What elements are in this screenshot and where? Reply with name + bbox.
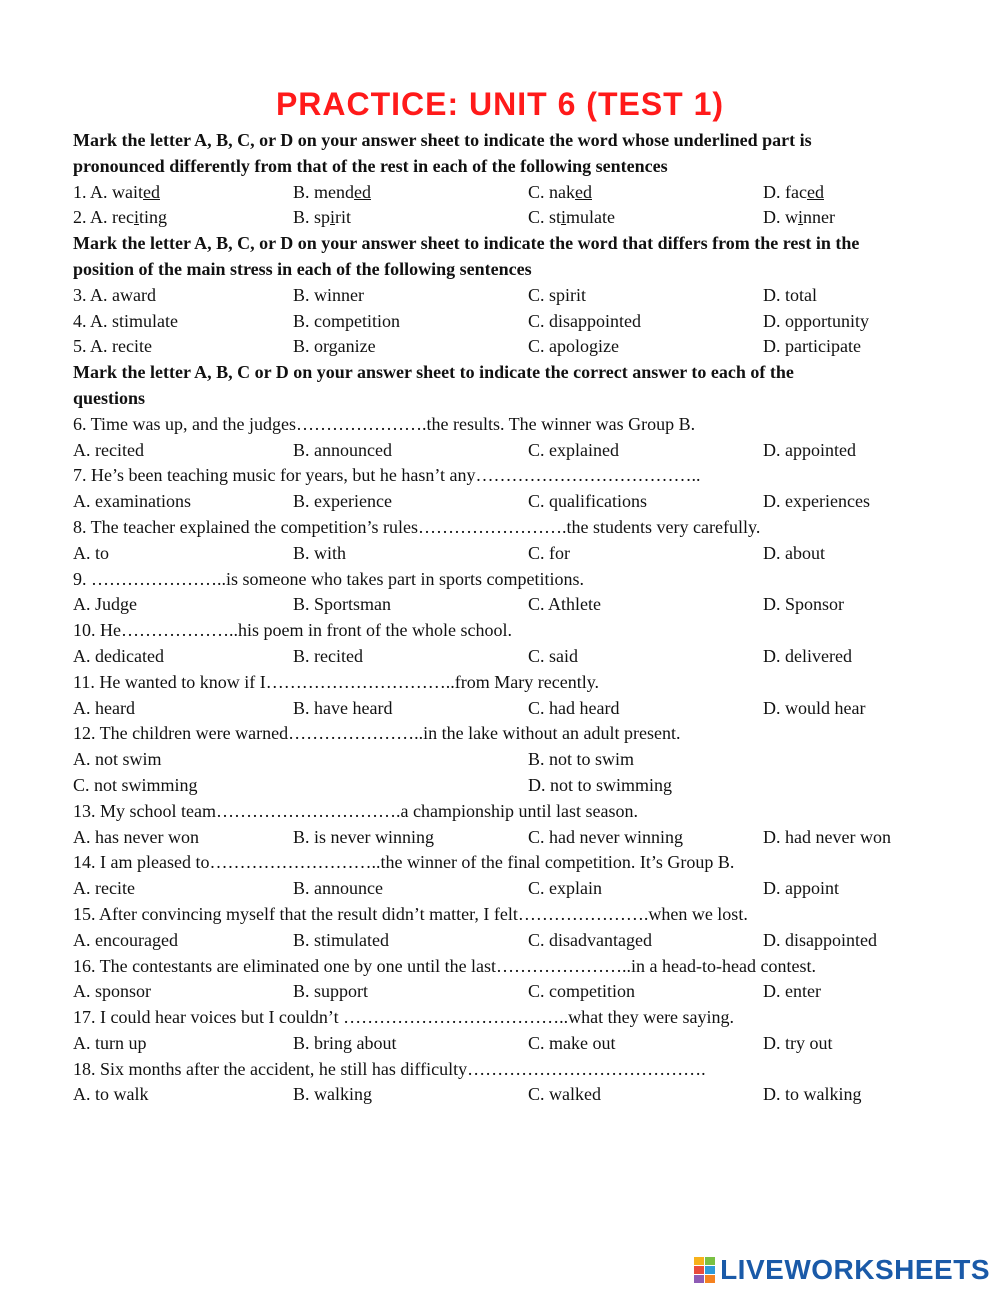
q18-option-b[interactable]: B. walking [293,1084,372,1105]
q9-option-d[interactable]: D. Sponsor [763,594,845,615]
q14-option-c[interactable]: C. explain [528,878,602,899]
q9-option-a[interactable]: A. Judge [73,594,137,615]
brand-name: LIVEWORKSHEETS [720,1254,990,1285]
question-18-options [73,1082,953,1108]
q15-option-a[interactable]: A. encouraged [73,929,178,950]
question-2-options [73,205,953,231]
q12-stem: 12. The children were warned…………………..in the lake without an adult present. [73,723,681,744]
q12-option-c[interactable]: C. not swimming [73,774,198,795]
question-8-options [73,541,953,567]
q13-option-c[interactable]: C. had never winning [528,826,683,847]
liveworksheets-logo [694,1253,990,1287]
q18-option-d[interactable]: D. to walking [763,1084,862,1105]
q13-stem: 13. My school team………………………….a championship until last season. [73,800,638,821]
q16-option-c[interactable]: C. competition [528,981,635,1002]
q17-stem: 17. I could hear voices but I couldn’t ………………………………..what they were saying. [73,1007,735,1028]
q9-option-c[interactable]: C. Athlete [528,594,601,615]
question-16-options [73,979,953,1005]
q16-stem: 16. The contestants are eliminated one by one until the last…………………..in a head-to-head contest. [73,955,816,976]
question-1-options [73,180,953,206]
q14-option-b[interactable]: B. announce [293,878,383,899]
question-12-options-row2 [73,773,953,799]
q5-option-b[interactable]: B. organize [293,336,376,357]
q2-option-b[interactable]: B. spirit [293,207,352,228]
q8-stem: 8. The teacher explained the competition’s rules…………………….the students very carefully. [73,516,761,537]
q17-option-a[interactable]: A. turn up [73,1032,147,1053]
q6-option-d[interactable]: D. appointed [763,439,856,460]
q17-option-b[interactable]: B. bring about [293,1032,397,1053]
q10-option-c[interactable]: C. said [528,645,579,666]
question-17-options [73,1031,953,1057]
q8-option-c[interactable]: C. for [528,542,570,563]
q1-option-d[interactable]: D. faced [763,181,824,202]
q18-stem: 18. Six months after the accident, he still has difficulty…………………………………. [73,1058,706,1079]
instruction-pronunciation-line2: pronounced differently from that of the rest in each of the following sentences [73,155,668,176]
question-13-options [73,825,953,851]
q14-stem: 14. I am pleased to………………………..the winner of the final competition. It’s Group B. [73,852,735,873]
q18-option-c[interactable]: C. walked [528,1084,601,1105]
q4-option-d[interactable]: D. opportunity [763,310,869,331]
q6-stem: 6. Time was up, and the judges………………….the results. The winner was Group B. [73,413,696,434]
instruction-answer-line1: Mark the letter A, B, C or D on your answer sheet to indicate the correct answer to each of the [73,362,794,383]
question-11-options [73,696,953,722]
q8-option-b[interactable]: B. with [293,542,347,563]
q12-option-d[interactable]: D. not to swimming [528,774,673,795]
instruction-stress-line1: Mark the letter A, B, C, or D on your answer sheet to indicate the word that differs from the rest in the [73,233,860,254]
q17-option-d[interactable]: D. try out [763,1032,833,1053]
q5-option-d[interactable]: D. participate [763,336,861,357]
q16-option-a[interactable]: A. sponsor [73,981,152,1002]
q15-option-d[interactable]: D. disappointed [763,929,877,950]
q2-option-d[interactable]: D. winner [763,207,835,228]
q14-option-a[interactable]: A. recite [73,878,135,899]
q16-option-d[interactable]: D. enter [763,981,821,1002]
question-4-options [73,309,953,335]
q6-option-a[interactable]: A. recited [73,439,144,460]
q11-option-b[interactable]: B. have heard [293,697,393,718]
q11-option-c[interactable]: C. had heard [528,697,620,718]
question-6-options [73,438,953,464]
q12-option-b[interactable]: B. not to swim [528,749,635,770]
q1-option-b[interactable]: B. mended [293,181,371,202]
q11-option-a[interactable]: A. heard [73,697,135,718]
q15-stem: 15. After convincing myself that the result didn’t matter, I felt………………….when we lost. [73,903,748,924]
q6-option-c[interactable]: C. explained [528,439,619,460]
q7-option-a[interactable]: A. examinations [73,491,191,512]
question-15-options [73,928,953,954]
q7-stem: 7. He’s been teaching music for years, but he hasn’t any……………………………….. [73,465,701,486]
q10-stem: 10. He………………..his poem in front of the whole school. [73,620,512,641]
q4-option-c[interactable]: C. disappointed [528,310,641,331]
q8-option-a[interactable]: A. to [73,542,109,563]
q10-option-d[interactable]: D. delivered [763,645,852,666]
q7-option-b[interactable]: B. experience [293,491,392,512]
q8-option-d[interactable]: D. about [763,542,825,563]
instruction-answer-line2: questions [73,387,146,408]
q1-option-a[interactable]: 1. A. waited [73,181,160,202]
q13-option-b[interactable]: B. is never winning [293,826,434,847]
q4-option-b[interactable]: B. competition [293,310,400,331]
q10-option-a[interactable]: A. dedicated [73,645,164,666]
q3-option-b[interactable]: B. winner [293,284,364,305]
q18-option-a[interactable]: A. to walk [73,1084,149,1105]
question-3-options [73,283,953,309]
q11-option-d[interactable]: D. would hear [763,697,866,718]
q7-option-d[interactable]: D. experiences [763,491,870,512]
q16-option-b[interactable]: B. support [293,981,369,1002]
q6-option-b[interactable]: B. announced [293,439,392,460]
q10-option-b[interactable]: B. recited [293,645,363,666]
worksheet-body [73,128,953,1108]
question-10-options [73,644,953,670]
q9-option-b[interactable]: B. Sportsman [293,594,392,615]
question-7-options [73,489,953,515]
q2-option-a[interactable]: 2. A. reciting [73,207,168,228]
q11-stem: 11. He wanted to know if I…………………………..from Mary recently. [73,671,600,692]
q13-option-d[interactable]: D. had never won [763,826,891,847]
question-9-options [73,592,953,618]
q15-option-c[interactable]: C. disadvantaged [528,929,652,950]
q15-option-b[interactable]: B. stimulated [293,929,389,950]
q2-option-c[interactable]: C. stimulate [528,207,616,228]
q7-option-c[interactable]: C. qualifications [528,491,647,512]
liveworksheets-icon [694,1257,716,1283]
q13-option-a[interactable]: A. has never won [73,826,199,847]
q3-option-d[interactable]: D. total [763,284,817,305]
q1-option-c[interactable]: C. naked [528,181,592,202]
q3-option-c[interactable]: C. spirit [528,284,587,305]
question-12-options-row1 [73,747,953,773]
q17-option-c[interactable]: C. make out [528,1032,616,1053]
q14-option-d[interactable]: D. appoint [763,878,839,899]
q12-option-a[interactable]: A. not swim [73,749,162,770]
q4-option-a[interactable]: 4. A. stimulate [73,310,178,331]
q3-option-a[interactable]: 3. A. award [73,284,156,305]
instruction-pronunciation-line1: Mark the letter A, B, C, or D on your answer sheet to indicate the word whose underlined part is [73,130,812,150]
q5-option-a[interactable]: 5. A. recite [73,336,152,357]
q9-stem: 9. …………………..is someone who takes part in sports competitions. [73,568,584,589]
question-14-options [73,876,953,902]
question-5-options [73,334,953,360]
q5-option-c[interactable]: C. apologize [528,336,619,357]
instruction-stress-line2: position of the main stress in each of the following sentences [73,258,532,279]
page-title: PRACTICE: UNIT 6 (TEST 1) [275,86,725,122]
